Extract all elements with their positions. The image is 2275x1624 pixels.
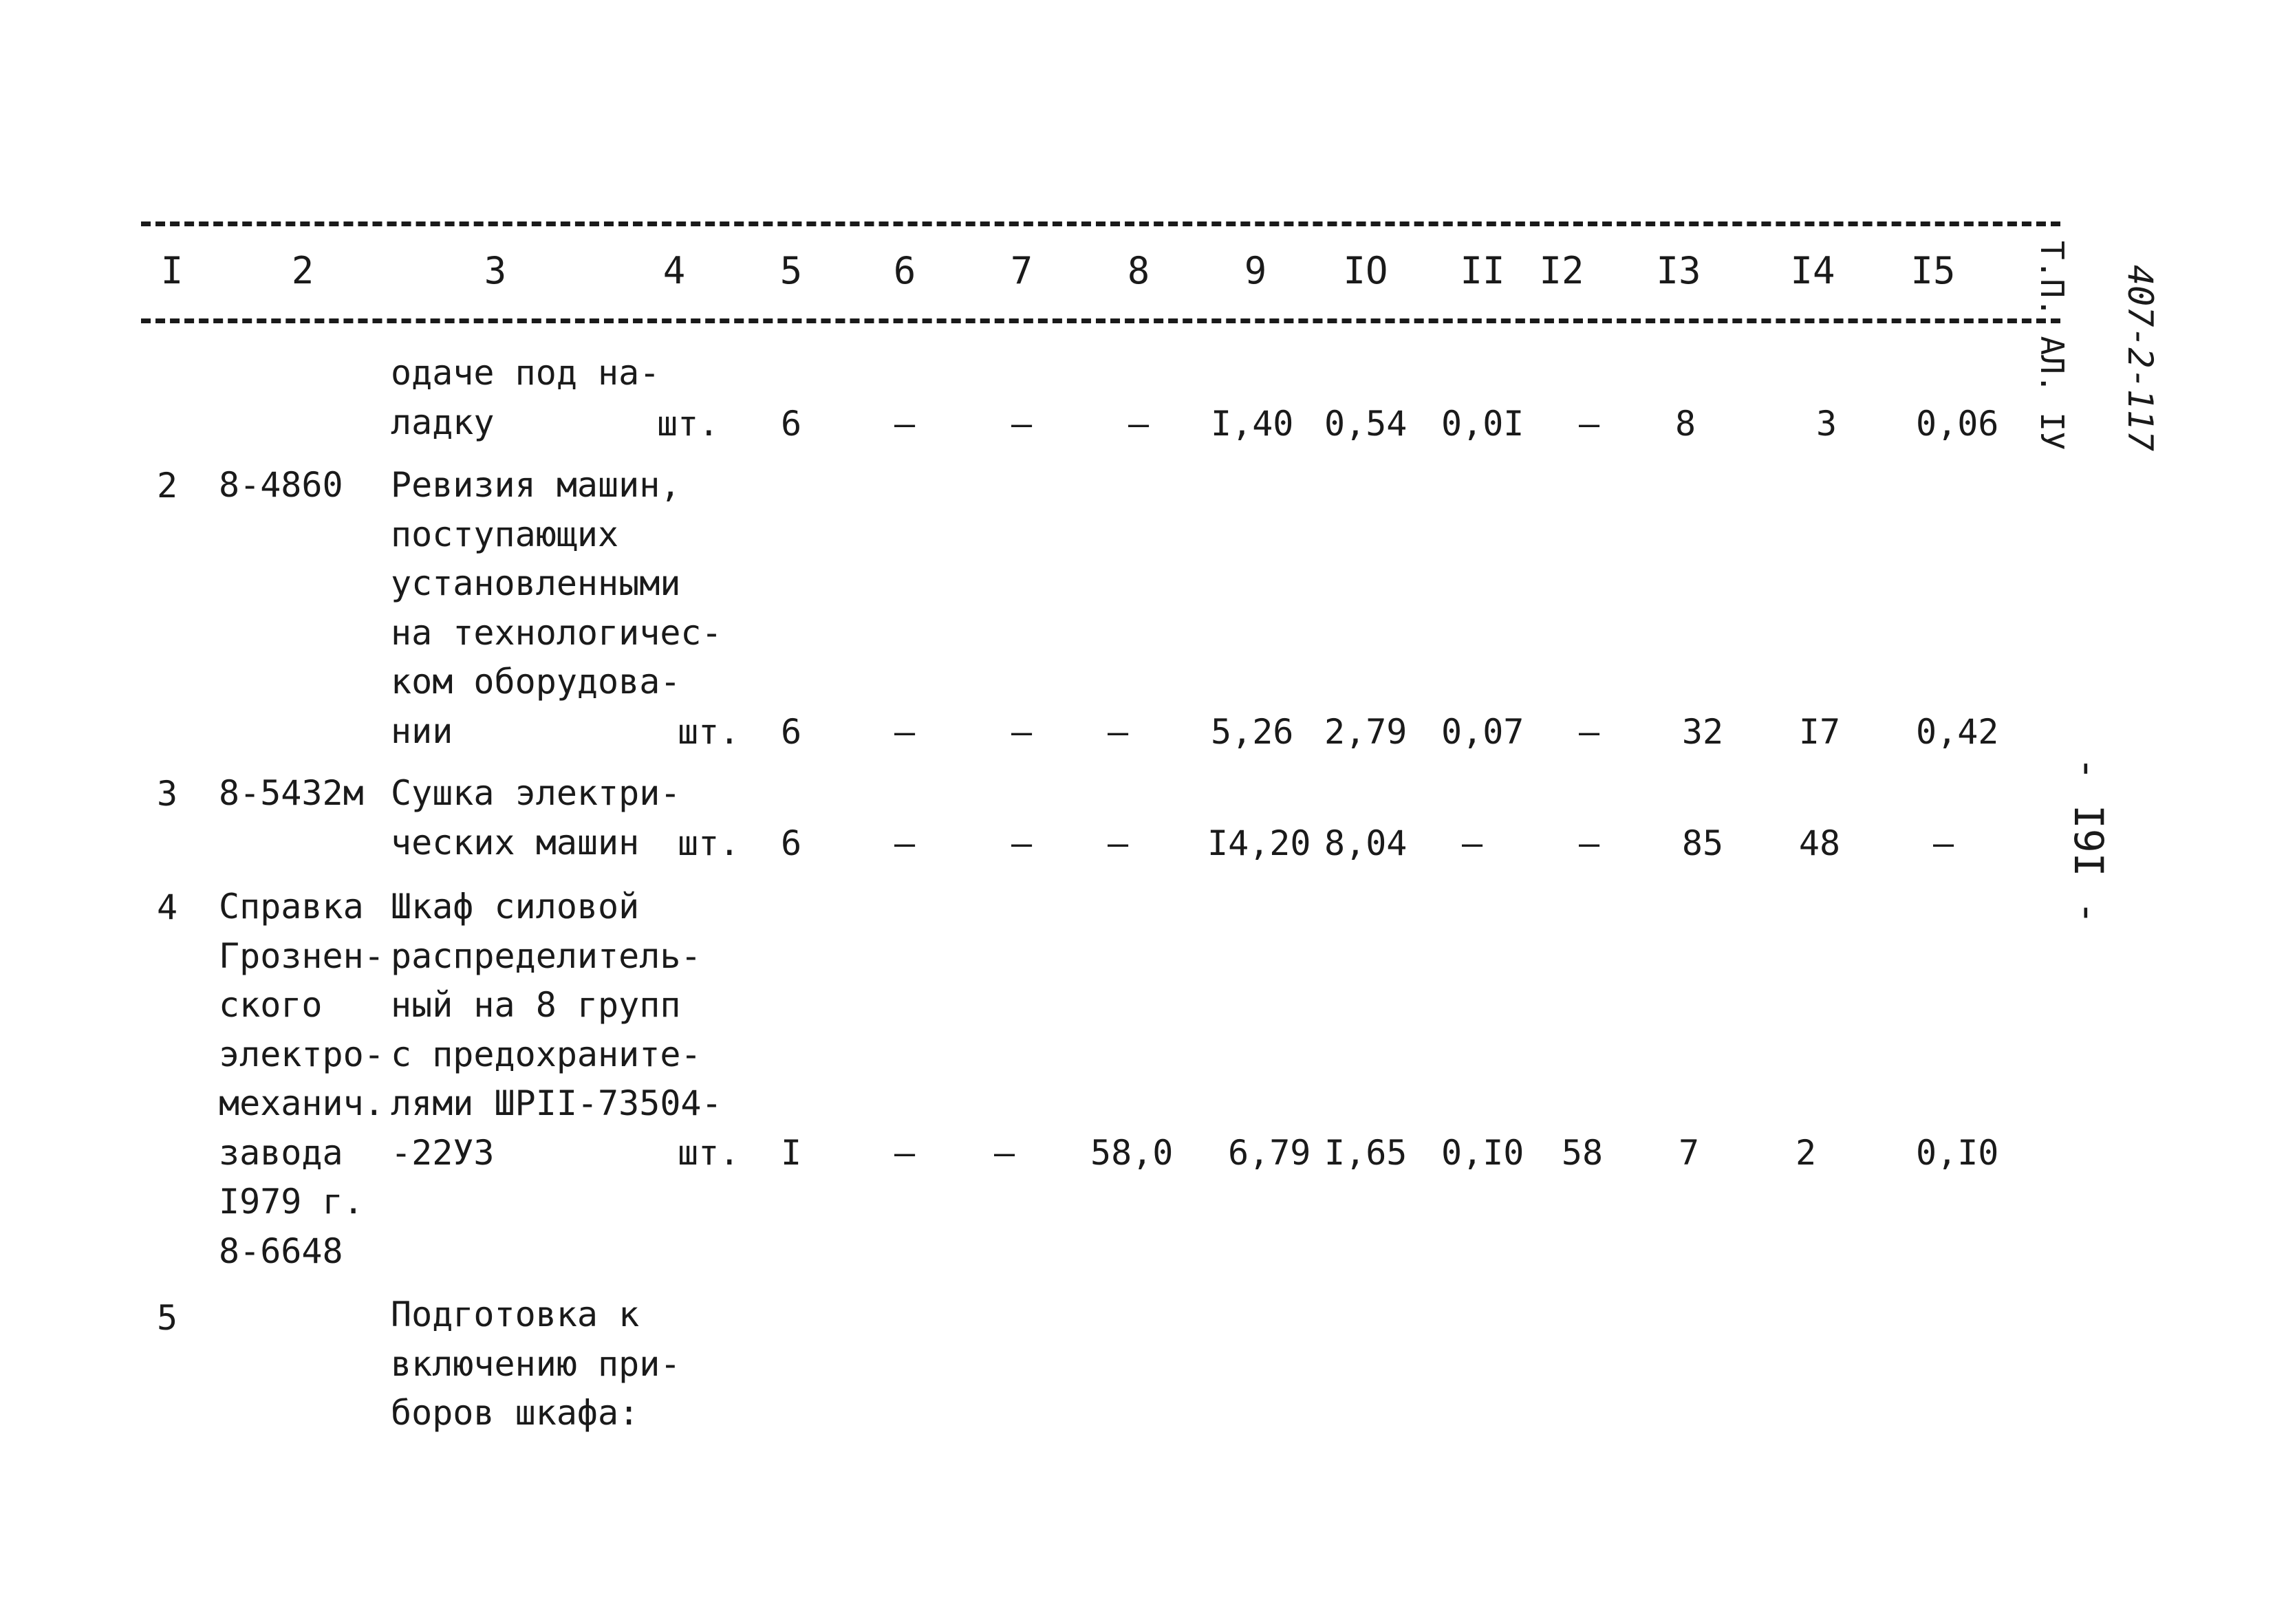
row4-c10: I,65 <box>1324 1133 1408 1173</box>
row1-c13: 8 <box>1674 404 1696 444</box>
row5-desc-line: боров шкафа: <box>391 1393 640 1433</box>
col-header-11: II <box>1460 249 1505 292</box>
row3-c13: 85 <box>1681 823 1724 863</box>
row3-c6: – <box>894 823 916 863</box>
row3-c15: – <box>1932 823 1954 863</box>
row4-code-line: I979 г. <box>219 1182 364 1222</box>
col-header-2: 2 <box>291 249 314 292</box>
col-header-15: I5 <box>1910 249 1956 292</box>
row3-c9: I4,20 <box>1207 823 1311 863</box>
row3-c10: 8,04 <box>1324 823 1408 863</box>
row2-c14: I7 <box>1798 712 1841 752</box>
row2-c8: – <box>1107 712 1129 752</box>
row5-desc-line: включению при- <box>391 1343 681 1384</box>
col-header-6: 6 <box>893 249 916 292</box>
row1-unit: шт. <box>657 404 720 444</box>
row2-c13: 32 <box>1681 712 1724 752</box>
row1-desc-line: ладку <box>391 402 495 442</box>
row4-code <box>219 883 385 1276</box>
col-header-14: I4 <box>1790 249 1835 292</box>
row2-c6: – <box>894 712 916 752</box>
row2-desc-line: установленными <box>391 563 681 603</box>
row2-desc-line: ком оборудова- <box>391 662 681 702</box>
row4-desc-line: -22У3 <box>391 1132 495 1173</box>
row2-c11: 0,07 <box>1441 712 1524 752</box>
row4-c13: 7 <box>1678 1133 1700 1173</box>
col-header-8: 8 <box>1127 249 1150 292</box>
row2-c7: – <box>1011 712 1033 752</box>
row4-code-line: механич. <box>219 1083 385 1123</box>
col-header-5: 5 <box>779 249 803 292</box>
row3-code-line: 8-5432м <box>219 773 364 813</box>
row2-c5: 6 <box>780 712 802 752</box>
margin-handwritten-number: 407-2-117 <box>2120 265 2160 451</box>
row3-unit: шт. <box>678 823 740 863</box>
row3-c7: – <box>1011 823 1033 863</box>
row2-c12: – <box>1578 712 1600 752</box>
row4-c8: 58,0 <box>1090 1133 1174 1173</box>
row3-description <box>391 769 680 867</box>
col-header-7: 7 <box>1010 249 1033 292</box>
row2-c15: 0,42 <box>1916 712 1999 752</box>
row4-desc-line: распределитель- <box>391 935 702 976</box>
row3-c8: – <box>1107 823 1129 863</box>
row2-code <box>219 461 343 510</box>
row3-number: 3 <box>157 774 178 814</box>
col-header-4: 4 <box>662 249 686 292</box>
row4-c15: 0,I0 <box>1916 1133 1999 1173</box>
row1-c10: 0,54 <box>1324 404 1408 444</box>
row4-desc-line: ный на 8 групп <box>391 985 681 1025</box>
header-top-rule <box>141 221 2060 226</box>
row3-c14: 48 <box>1798 823 1841 863</box>
row4-c6: – <box>894 1133 916 1173</box>
row4-c12: 58 <box>1561 1133 1604 1173</box>
col-header-12: I2 <box>1539 249 1584 292</box>
row4-desc-line: с предохраните- <box>391 1034 702 1074</box>
row1-desc-line: одаче под на- <box>391 353 660 393</box>
col-header-9: 9 <box>1244 249 1267 292</box>
row1-c11: 0,0I <box>1441 404 1524 444</box>
col-header-10: IO <box>1343 249 1388 292</box>
row5-description <box>391 1290 680 1438</box>
page-number: - I9I - <box>2065 757 2112 925</box>
row5-number: 5 <box>157 1298 178 1338</box>
row1-c14: 3 <box>1815 404 1837 444</box>
row3-c5: 6 <box>780 823 802 863</box>
row2-number: 2 <box>157 466 178 506</box>
row4-c5: I <box>780 1133 802 1173</box>
row3-desc-line: Сушка электри- <box>391 773 681 813</box>
row2-c9: 5,26 <box>1211 712 1294 752</box>
col-header-3: 3 <box>484 249 507 292</box>
row2-desc-line: нии <box>391 711 453 751</box>
row4-c7: – <box>993 1133 1015 1173</box>
row4-code-line: завода <box>219 1132 343 1173</box>
row2-unit: шт. <box>678 712 740 752</box>
row4-c9: 6,79 <box>1228 1133 1311 1173</box>
row4-desc-line: лями ШРII-73504- <box>391 1083 722 1123</box>
col-header-1: I <box>160 249 184 292</box>
row3-c11: – <box>1461 823 1483 863</box>
row4-code-line: ского <box>219 985 323 1025</box>
row2-desc-line: на технологичес- <box>391 612 722 653</box>
row1-description <box>391 349 660 447</box>
row4-description <box>391 883 722 1178</box>
row4-code-line: 8-6648 <box>219 1231 343 1271</box>
row2-desc-line: поступающих <box>391 514 619 554</box>
row1-c12: – <box>1578 404 1600 444</box>
row4-code-line: электро- <box>219 1034 385 1074</box>
row4-unit: шт. <box>678 1133 740 1173</box>
row2-desc-line: Ревизия машин, <box>391 465 681 505</box>
row4-desc-line: Шкаф силовой <box>391 887 640 927</box>
row3-code <box>219 769 364 819</box>
row4-number: 4 <box>157 887 178 927</box>
row1-c15: 0,06 <box>1916 404 1999 444</box>
header-bottom-rule <box>141 318 2060 323</box>
row1-c9: I,40 <box>1211 404 1294 444</box>
row2-code-line: 8-4860 <box>219 465 343 505</box>
row1-c5: 6 <box>780 404 802 444</box>
row3-c12: – <box>1578 823 1600 863</box>
row1-c8: – <box>1128 404 1150 444</box>
row2-c10: 2,79 <box>1324 712 1408 752</box>
row1-c6: – <box>894 404 916 444</box>
row4-code-line: Справка <box>219 887 364 927</box>
row3-desc-line: ческих машин <box>391 822 640 863</box>
row4-code-line: Грознен- <box>219 935 385 976</box>
row4-c14: 2 <box>1795 1133 1817 1173</box>
row5-desc-line: Подготовка к <box>391 1295 640 1334</box>
row4-c11: 0,I0 <box>1441 1133 1524 1173</box>
margin-stamp: Т.П. АЛ. IУ <box>2034 241 2071 451</box>
row1-c7: – <box>1011 404 1033 444</box>
col-header-13: I3 <box>1656 249 1701 292</box>
row2-description <box>391 461 722 756</box>
